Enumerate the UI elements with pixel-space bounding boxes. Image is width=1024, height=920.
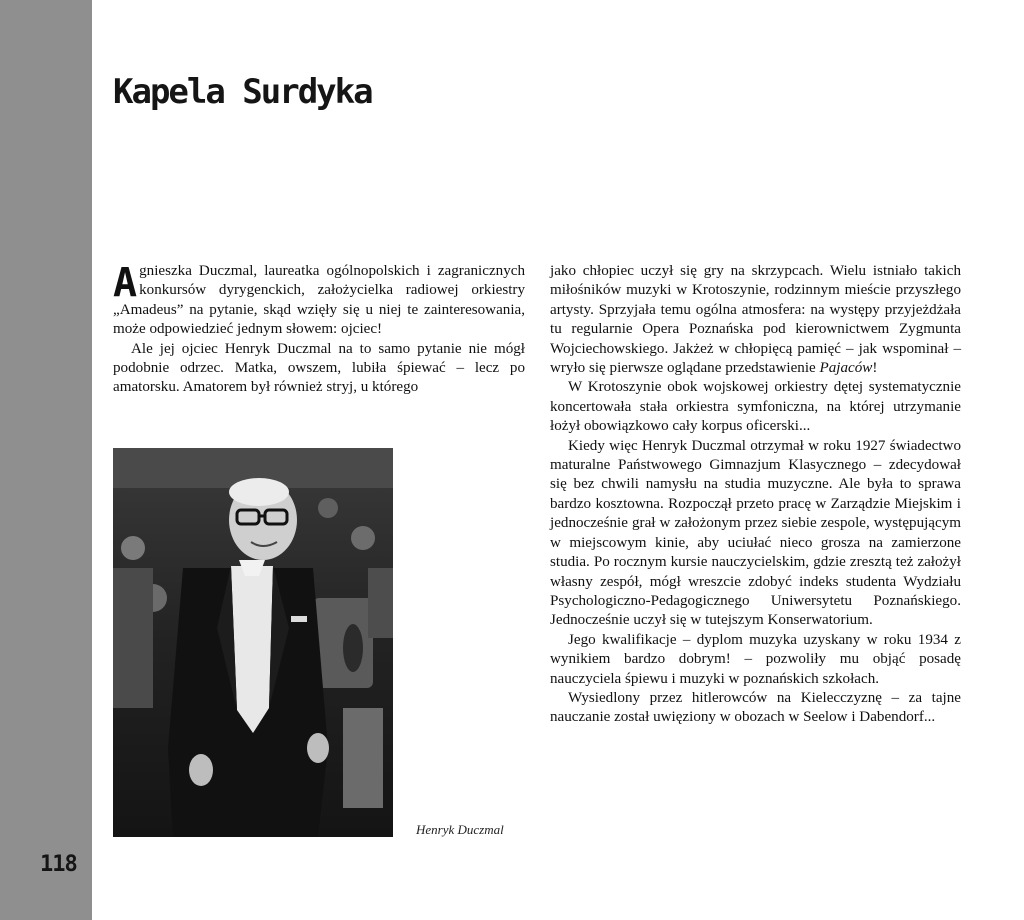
page-number: 118 — [40, 852, 77, 877]
photo-icon — [113, 448, 393, 837]
left-paragraph-1-text: gnieszka Duczmal, laureatka ogólnopolskich i zagranicznych konkursów dyrygenckich, założycielka radiowej orkiestry „Amadeus” na pytanie, skąd wzięły się u niej te zainteresowania, może odpowiedzieć jednym słowem: ojciec! — [113, 263, 525, 338]
left-column — [113, 262, 525, 398]
page-sidebar-band — [0, 0, 92, 920]
right-paragraph-5: Wysiedlony przez hitlerowców na Kielecczyznę – za tajne nauczanie został uwięziony w obozach w Seelow i Dabendorf... — [550, 689, 961, 726]
right-paragraph-1 — [550, 262, 961, 378]
left-paragraph-2: Ale jej ojciec Henryk Duczmal na to samo pytanie nie mógł podobnie odrzec. Matka, owszem, lubiła śpiewać – lecz po amatorsku. Amatorem był również stryj, u którego — [113, 340, 525, 396]
right-paragraph-2: W Krotoszynie obok wojskowej orkiestry dętej systematycznie koncertowała stała orkiestra symfoniczna, na której utrzymanie łożył obowiązkowo cały korpus oficerski... — [550, 379, 961, 435]
right-paragraph-1-text: jako chłopiec uczył się gry na skrzypcach. Wielu istniało takich miłośników muzyki w Krotoszynie, rodzinnym mieście przyszłego artysty. Sprzyjała temu ogólna atmosfera: na występy przyjeżdżała tu regularnie Opera Poznańska pod kierownictwem Zygmunta Wojciechowskiego. Jakżeż w chłopięcą pamięć – jak wspominał – wryło się pierwsze oglądane przedstawienie — [550, 263, 961, 377]
chapter-title: Kapela Surdyka — [113, 72, 372, 112]
opera-title: Pajaców — [819, 360, 873, 377]
photo-caption: Henryk Duczmal — [416, 822, 504, 837]
photo-henryk-duczmal — [113, 448, 393, 837]
right-paragraph-4: Jego kwalifikacje – dyplom muzyka uzyskany w roku 1934 z wynikiem bardzo dobrym! – pozwoliły mu objąć posadę nauczyciela śpiewu i muzyki w poznańskich szkołach. — [550, 631, 961, 687]
right-column — [550, 262, 961, 728]
right-paragraph-3: Kiedy więc Henryk Duczmal otrzymał w roku 1927 świadectwo maturalne Państwowego Gimnazjum Klasycznego – zdecydował się bez chwili namysłu na studia muzyczne. Ale była to sprawa bardzo kosztowna. Rozpoczął przeto pracę w Zarządzie Miejskim i jednocześnie grał w założonym przez siebie zespole, występującym w miejscowym kinie, aby uciułać nieco grosza na zamierzone studia. Po rocznym kursie nauczycielskim, gdzie zresztą też założył własny zespół, mógł wreszcie zdobyć indeks studenta Wydziału Psychologiczno-Pedagogicznego Uniwersytetu Poznańskiego. Jednocześnie uczył się w tutejszym Konserwatorium. — [550, 437, 961, 629]
drop-cap: A — [113, 260, 138, 306]
right-paragraph-1-end: ! — [872, 360, 878, 377]
left-paragraph-1 — [113, 262, 525, 340]
